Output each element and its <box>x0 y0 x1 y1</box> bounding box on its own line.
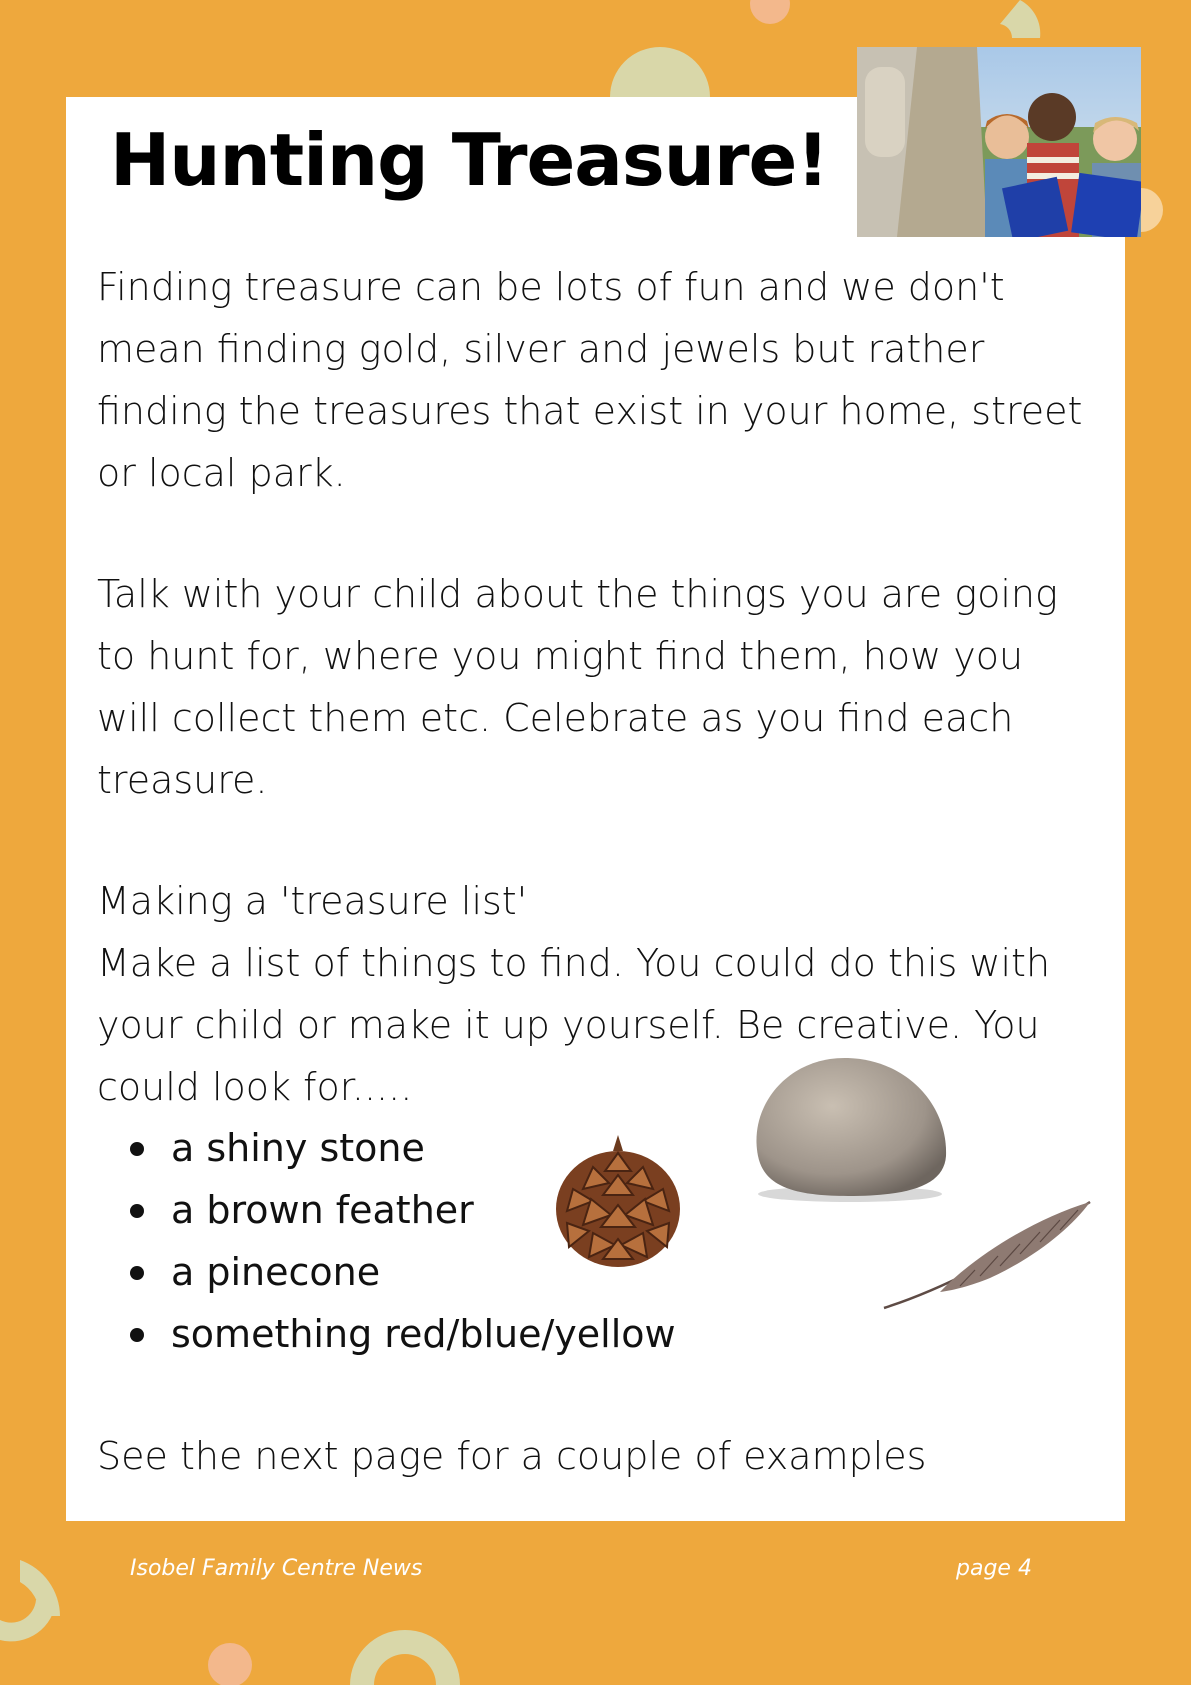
list-item-label: a shiny stone <box>171 1126 425 1170</box>
decor-arc <box>1000 0 1040 38</box>
page-number: page 4 <box>956 1556 1032 1581</box>
bullet-icon <box>130 1328 144 1342</box>
list-item <box>97 1303 676 1365</box>
page-title: Hunting Treasure! <box>110 118 829 202</box>
list-item-label: something red/blue/yellow <box>171 1312 676 1356</box>
bullet-icon <box>130 1204 144 1218</box>
bullet-icon <box>130 1142 144 1156</box>
decor-arc <box>610 47 710 97</box>
list-item-label: a brown feather <box>171 1188 474 1232</box>
list-heading: Making a 'treasure list' <box>97 879 528 923</box>
closing-line: See the next page for a couple of examples <box>97 1434 927 1478</box>
list-item-label: a pinecone <box>171 1250 381 1294</box>
stone-image <box>738 1046 958 1206</box>
newsletter-name: Isobel Family Centre News <box>130 1556 423 1581</box>
feather-image <box>880 1190 1100 1320</box>
decor-dot <box>750 0 790 24</box>
decor-arc <box>0 1600 56 1641</box>
pinecone-image <box>543 1127 693 1277</box>
decor-dot <box>208 1643 252 1685</box>
talk-paragraph: Talk with your child about the things you are going to hunt for, where you might find them, how you will collect them etc. Celebrate as you find each treasure. <box>97 572 1058 802</box>
children-treasure-hunt-photo <box>857 47 1141 237</box>
bullet-icon <box>130 1266 144 1280</box>
decor-arc <box>350 1630 460 1685</box>
list-intro: Make a list of things to find. You could do this with your child or make it up yourself. Be creative. You could look for..... <box>97 941 1051 1109</box>
intro-paragraph: Finding treasure can be lots of fun and we don't mean finding gold, silver and jewels but rather finding the treasures that exist in your home, street or local park. <box>97 265 1083 495</box>
